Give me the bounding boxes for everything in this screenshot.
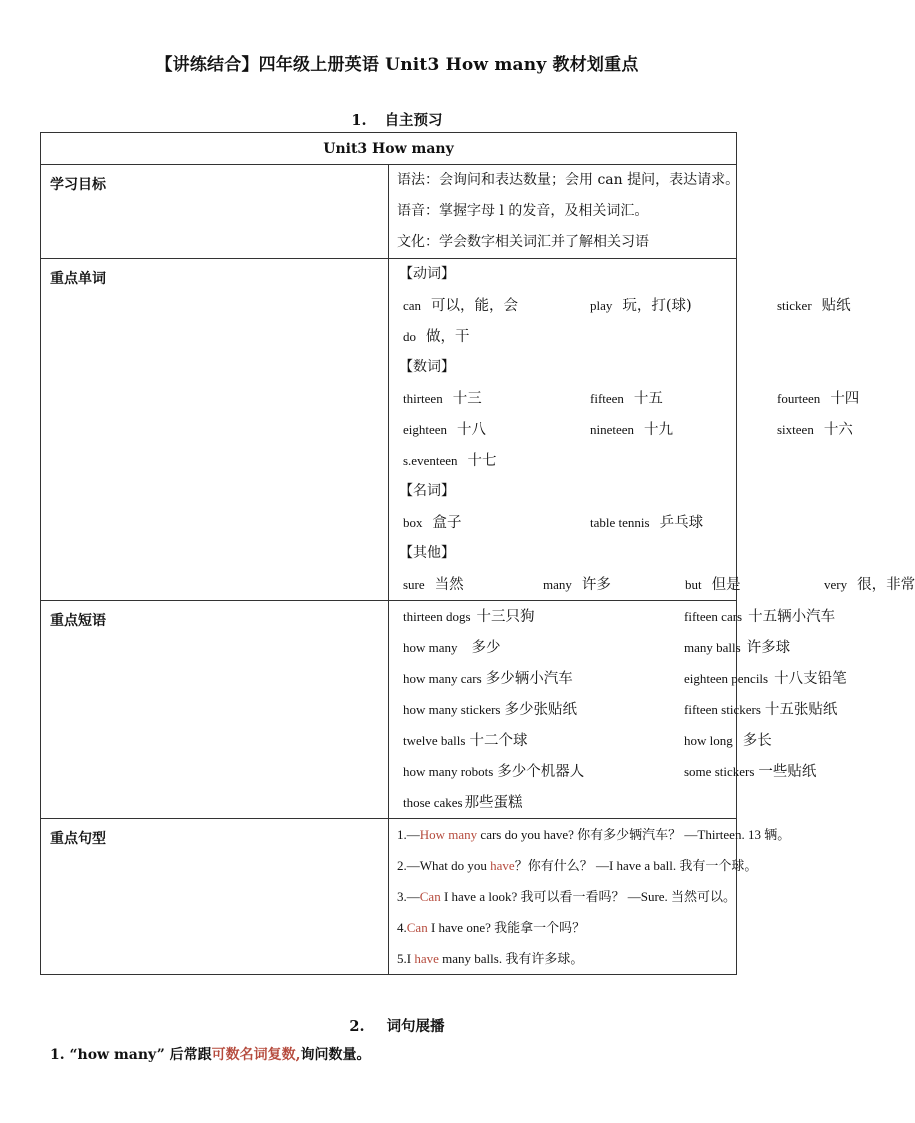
vocab-category: 【数词】: [399, 359, 455, 375]
vocab-row: [389, 445, 736, 476]
vocab-row: [389, 290, 851, 321]
vocab-item: table tennis 乒乓球: [590, 515, 704, 531]
page-title: 【讲练结合】四年级上册英语 Unit3 How many 教材划重点: [155, 55, 639, 75]
vocab-item: box 盒子: [403, 515, 462, 531]
vocab-item: do 做，干: [403, 329, 470, 345]
section-label: 词句展播: [386, 1018, 445, 1035]
section-number: 1.: [351, 112, 367, 129]
highlight-word: How many: [419, 827, 478, 842]
section-heading-2: [0, 1015, 794, 1036]
phrase-row: [389, 787, 736, 818]
phrase-item: how many stickers 多少张贴纸: [403, 702, 577, 718]
highlight-word: Can: [419, 889, 441, 904]
vocab-item: but 但是: [685, 577, 741, 593]
phrase-row: [389, 632, 791, 663]
vocab-item: many 许多: [543, 577, 611, 593]
sentence-line: 5.I have many balls. 我有许多球。: [397, 951, 584, 966]
vocab-item: play 玩，打(球): [590, 298, 692, 314]
vocab-content: [389, 259, 915, 601]
goal-line: 语法：会询问和表达数量；会用 can 提问，表达请求。: [397, 172, 740, 188]
vocab-category: 【名词】: [399, 483, 455, 499]
goals-content: [389, 165, 740, 259]
vocab-item: sure 当然: [403, 577, 464, 593]
vocab-label: 重点单词: [41, 259, 389, 601]
section-number: 2.: [349, 1018, 365, 1035]
phrase-item: fifteen stickers 十五张贴纸: [684, 702, 838, 718]
highlight-word: have: [414, 951, 439, 966]
vocab-row: [389, 507, 736, 538]
phrase-row: [389, 663, 847, 694]
phrase-item: many balls 许多球: [684, 640, 791, 656]
phrases-content: [389, 601, 847, 819]
vocab-row: [389, 383, 860, 414]
highlight-word: Can: [406, 920, 428, 935]
vocab-item: nineteen 十九: [590, 422, 674, 438]
phrase-item: how long 多长: [684, 733, 772, 749]
table-header: Unit3 How many: [41, 133, 737, 165]
vocab-row: [389, 414, 853, 445]
vocab-item: thirteen 十三: [403, 391, 482, 407]
phrase-item: thirteen dogs 十三只狗: [403, 609, 535, 625]
highlight-word: have: [490, 858, 515, 873]
vocab-item: s.eventeen 十七: [403, 453, 497, 469]
phrase-row: [389, 694, 838, 725]
goal-line: 语音：掌握字母 l 的发音，及相关词汇。: [397, 203, 649, 219]
vocab-item: sixteen 十六: [777, 422, 853, 438]
phrase-item: how many 多少: [403, 640, 501, 656]
vocab-category: 【动词】: [399, 266, 455, 282]
grammar-note: 1. “how many” 后常跟可数名词复数,询问数量。: [50, 1047, 371, 1063]
phrase-item: some stickers 一些贴纸: [684, 764, 817, 780]
phrase-row: [389, 756, 817, 787]
phrase-row: [389, 601, 836, 632]
section-label: 自主预习: [384, 112, 443, 129]
vocab-row: [389, 569, 915, 600]
sentences-label: 重点句型: [41, 819, 389, 975]
sentence-line: 3.—Can I have a look? 我可以看一看吗？ —Sure. 当然可以。: [397, 889, 737, 904]
phrase-item: how many cars 多少辆小汽车: [403, 671, 573, 687]
phrase-row: [389, 725, 772, 756]
phrase-item: how many robots 多少个机器人: [403, 764, 585, 780]
study-table: [40, 132, 915, 975]
sentence-line: 2.—What do you have？你有什么？ —I have a ball. 我有一个球。: [397, 858, 758, 873]
vocab-item: fourteen 十四: [777, 391, 860, 407]
goal-line: 文化：学会数字相关词汇并了解相关习语: [397, 234, 649, 250]
goals-label: 学习目标: [41, 165, 389, 259]
phrase-item: twelve balls 十二个球: [403, 733, 528, 749]
highlight-word: 可数名词复数,: [211, 1047, 301, 1063]
sentences-content: [389, 819, 791, 975]
phrases-label: 重点短语: [41, 601, 389, 819]
vocab-item: eighteen 十八: [403, 422, 487, 438]
sentence-line: 1.—How many cars do you have? 你有多少辆汽车？ —Thirteen. 13 辆。: [397, 827, 791, 842]
sentence-line: 4.Can I have one? 我能拿一个吗？: [397, 920, 586, 935]
vocab-category: 【其他】: [399, 545, 455, 561]
vocab-row: [389, 321, 736, 352]
section-heading-1: [0, 109, 794, 130]
vocab-item: can 可以，能，会: [403, 298, 519, 314]
phrase-item: fifteen cars 十五辆小汽车: [684, 609, 836, 625]
vocab-item: sticker 贴纸: [777, 298, 851, 314]
phrase-item: eighteen pencils 十八支铅笔: [684, 671, 847, 687]
phrase-item: those cakes 那些蛋糕: [403, 795, 523, 811]
vocab-item: fifteen 十五: [590, 391, 663, 407]
vocab-item: very 很，非常: [824, 577, 915, 593]
